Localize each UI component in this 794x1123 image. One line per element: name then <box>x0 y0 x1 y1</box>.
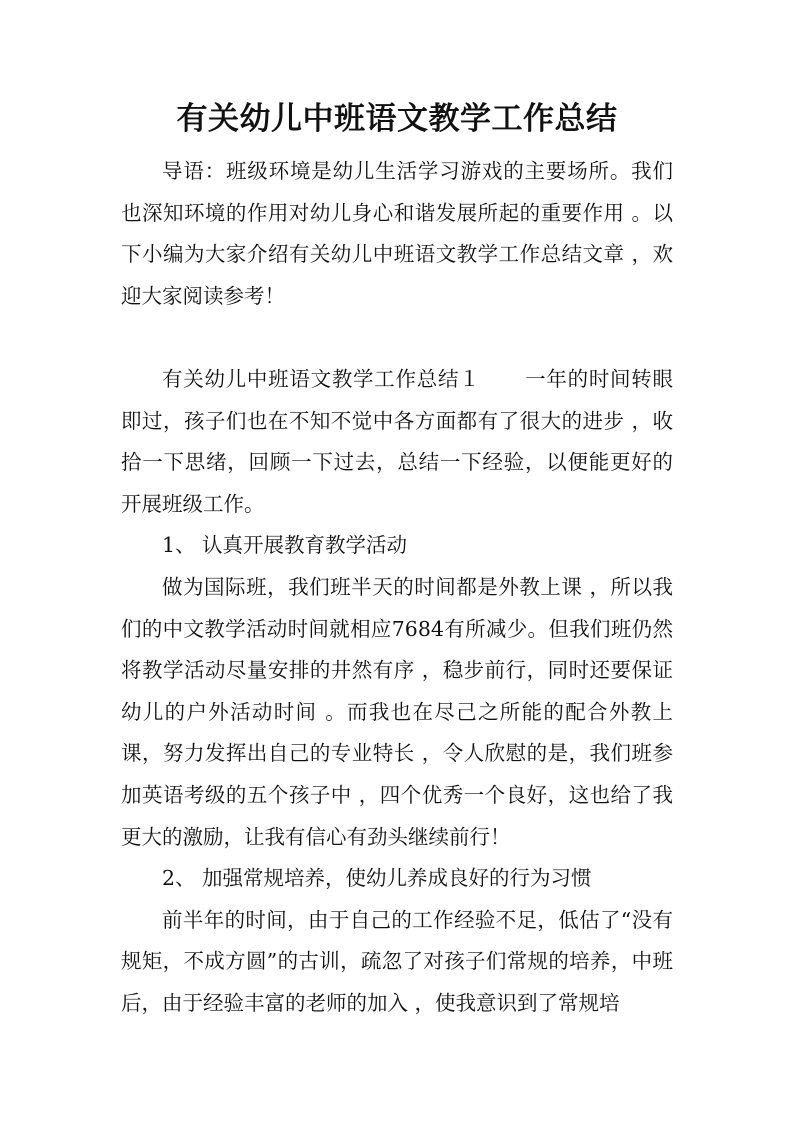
paragraph-1: 做为国际班，我们班半天的时间都是外教上课 ，所以我们的中文教学活动时间就相应7684有所减少。但我们班仍然将教学活动尽量安排的井然有序 ，稳步前行，同时还要保证幼儿的户外活动时间 。而我也在尽己之所能的配合外教上课，努力发挥出自己的专业特长 ，令人欣慰的是，我们班参加英语考级的五个孩子中 ，四个优秀一个良好，这也给了我更大的激励，让我有信心有劲头继续前行！ <box>121 574 673 849</box>
section-1-title: 有关幼儿中班语文教学工作总结１ <box>162 366 481 391</box>
heading-1: 1、 认真开展教育教学活动 <box>162 533 408 558</box>
paragraph-spacer <box>121 317 673 359</box>
section-1-paragraph <box>121 359 673 525</box>
paragraph-2: 前半年的时间，由于自己的工作经验不足，低估了“没有规矩，不成方圆”的古训，疏忽了对孩子们常规的培养，中班后，由于经验丰富的老师的加入 ，使我意识到了常规培 <box>121 907 673 1015</box>
document-body <box>121 151 673 1024</box>
intro-paragraph: 导语：班级环境是幼儿生活学习游戏的主要场所。我们也深知环境的作用对幼儿身心和谐发展所起的重要作用 。以下小编为大家介绍有关幼儿中班语文教学工作总结文章 ，欢迎大家阅读参考！ <box>121 159 673 308</box>
document-title: 有关幼儿中班语文教学工作总结 <box>176 101 618 137</box>
heading-2: 2、 加强常规培养，使幼儿养成良好的行为习惯 <box>162 866 592 891</box>
section-1-intro: 一年的时间转眼即过，孩子们也在不知不觉中各方面都有了很大的进步 ，收拾一下思绪，回顾一下过去，总结一下经验，以便能更好的开展班级工作。 <box>121 366 674 516</box>
